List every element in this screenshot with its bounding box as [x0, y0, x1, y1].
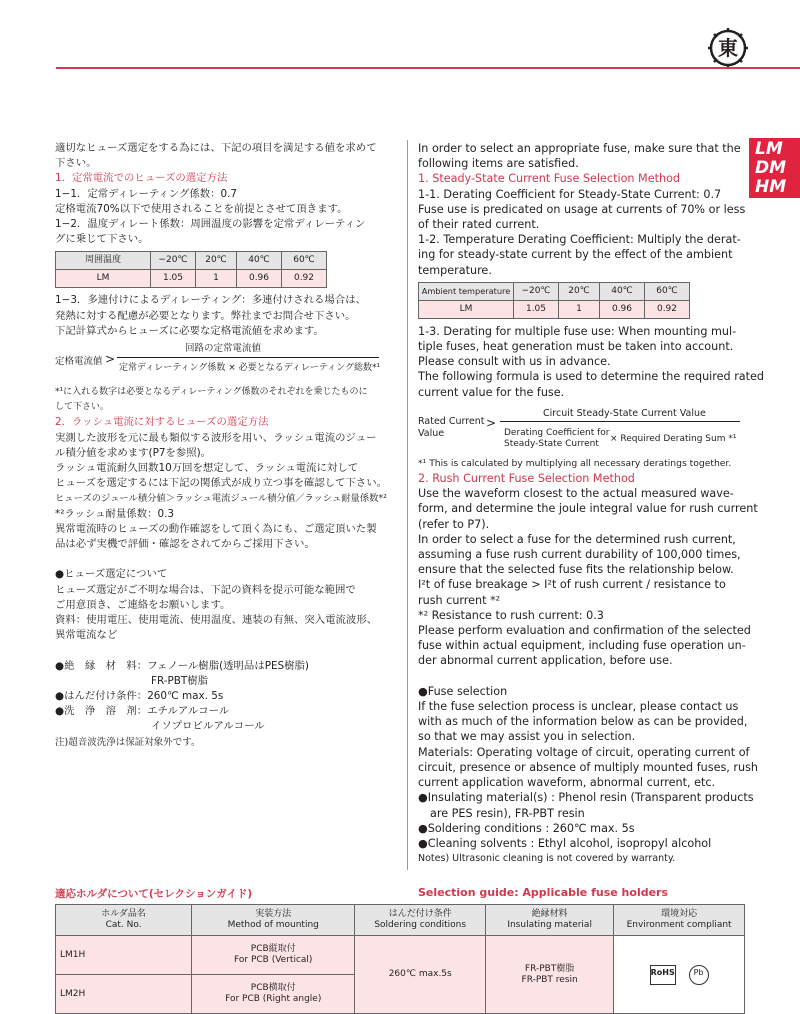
product-series-badge: [749, 138, 800, 198]
holder-header-environment: 環境対応 Environment compliant: [614, 905, 745, 936]
en-fs-line: circuit, presence or absence of multiply mounted fuses, rush: [418, 760, 759, 774]
table-header: −20℃: [151, 252, 196, 270]
jp-note1: *¹に入れる数字は必要となるディレーティング係数のそれぞれを乗じたものに: [55, 387, 368, 398]
en-s1-2: temperature.: [418, 263, 492, 277]
en-s1-1: 1-1. Derating Coefficient for Steady-State Current: 0.7: [418, 187, 722, 201]
en-fs-line: so that we may assist you in selection.: [418, 730, 636, 744]
fuse-holder-table: [55, 904, 745, 1014]
table-cell: 1: [559, 300, 600, 318]
table-cell: 0.92: [282, 270, 327, 288]
jp-fs-line: 異常電流など: [55, 629, 118, 642]
en-selection-guide-title: Selection guide: Applicable fuse holders: [418, 886, 669, 899]
table-header: Ambient temperature: [419, 282, 514, 300]
en-s1-2: 1-2. Temperature Derating Coefficient: Multiply the derat-: [418, 233, 741, 247]
en-material-line: ●Cleaning solvents : Ethyl alcohol, isopropyl alcohol: [418, 836, 712, 850]
jp-s2-line: 異常電流時のヒューズの動作確認をして頂く為にも、ご選定頂いた製: [55, 522, 377, 535]
formula-greater-than: >: [486, 415, 497, 430]
en-s2-line: I²t of fuse breakage > I²t of rush current / resistance to: [418, 578, 726, 592]
table-header: 40℃: [600, 282, 645, 300]
jp-fuse-selection-title: ●ヒューズ選定について: [55, 568, 168, 581]
holder-mount-vertical: PCB縦取付 For PCB (Vertical): [192, 936, 355, 975]
table-header: −20℃: [514, 282, 559, 300]
jp-material-note: 注)超音波洗浄は保証対象外です。: [55, 736, 201, 748]
table-cell: 0.96: [237, 270, 282, 288]
formula-numerator: Circuit Steady-State Current Value: [543, 407, 706, 419]
jp-s2-line: 品は必ず実機で評価・確認をされてからご採用下さい。: [55, 538, 315, 551]
en-s1-3: The following formula is used to determine the required rated: [418, 370, 765, 384]
en-fs-line: with as much of the information below as can be provided,: [418, 715, 748, 729]
table-cell: 1: [196, 270, 237, 288]
en-fs-line: Materials: Operating voltage of circuit, operating current of: [418, 745, 750, 759]
en-s2-line: rush current *²: [418, 593, 501, 607]
formula-lhs: 定格電流値: [55, 356, 103, 368]
en-s1-3: 1-3. Derating for multiple fuse use: When mounting mul-: [418, 324, 737, 338]
jp-material-line: FR-PBT樹脂: [151, 674, 209, 687]
table-cell: 0.96: [600, 300, 645, 318]
en-s2-line: Use the waveform closest to the actual measured wave-: [418, 487, 734, 501]
jp-s1-1: 1−1．定常ディレーティング係数：0.7: [55, 187, 238, 200]
jp-s1-3: 1−3．多連付けによるディレーティング：多連付けされる場合は、: [55, 294, 366, 307]
company-logo: [708, 28, 748, 68]
en-material-note: Notes) Ultrasonic cleaning is not covered by warranty.: [418, 853, 676, 865]
table-cell: 0.92: [645, 300, 690, 318]
jp-intro-line: 適切なヒューズ選定をする為には、下記の項目を満足する値を求めて: [55, 142, 377, 154]
formula-lhs: Rated Current: [418, 415, 485, 427]
en-material-line: ●Insulating material(s) : Phenol resin (Transparent products: [418, 791, 754, 805]
holder-cat-lm2h: LM2H: [56, 975, 192, 1014]
jp-fs-line: 資料：使用電圧、使用電流、使用温度、連装の有無、突入電流波形、: [55, 614, 378, 627]
formula-denominator: Derating Coefficient for: [504, 427, 610, 438]
en-note1: *¹ This is calculated by multiplying all necessary deratings together.: [418, 457, 732, 469]
jp-s2-line: ラッシュ電流耐久回数10万回を想定して、ラッシュ電流に対して: [55, 462, 359, 475]
lead-free-icon: Pb: [689, 965, 709, 985]
holder-environment: [614, 936, 745, 1014]
en-s2-line: ensure that the selected fuse fits the relationship below.: [418, 563, 734, 577]
en-s2-line: fuse within actual equipment, including fuse operation un-: [418, 639, 746, 653]
jp-section2-title: 2．ラッシュ電流に対するヒューズの選定方法: [55, 416, 269, 429]
english-column: [418, 141, 765, 866]
table-header: 60℃: [645, 282, 690, 300]
series-lm: LM: [755, 139, 783, 159]
logo-kanji: 東: [718, 36, 738, 60]
series-hm: HM: [755, 177, 787, 197]
table-cell: LM: [419, 300, 514, 318]
rohs-icon: RoHS: [650, 965, 676, 985]
jp-material-line: ●はんだ付け条件：260℃ max. 5s: [55, 690, 224, 703]
en-s2-line: (refer to P7).: [418, 517, 490, 531]
holder-mount-right-angle: PCB横取付 For PCB (Right angle): [192, 975, 355, 1014]
table-cell: LM: [56, 270, 151, 288]
jp-s2-line: ヒューズを選定するには下記の関係式が成り立つ事を確認して下さい。: [55, 477, 387, 490]
holder-header-solder: はんだ付け条件 Soldering conditions: [355, 905, 486, 936]
holder-cat-lm1h: LM1H: [56, 936, 192, 975]
en-s1-1b: of their rated current.: [418, 218, 540, 232]
en-intro-line: In order to select an appropriate fuse, make sure that the: [418, 142, 741, 155]
jp-intro-line: 下さい。: [55, 157, 97, 170]
en-rated-current-formula: [418, 402, 748, 452]
en-material-line: are PES resin), FR-PBT resin: [430, 806, 585, 820]
jp-s1-1b: 定格電流70%以下で使用されることを前提とさせて頂きます。: [55, 202, 348, 215]
table-cell: 1.05: [514, 300, 559, 318]
en-s2-line: assuming a fuse rush current durability of 100,000 times,: [418, 548, 741, 562]
en-intro-line: following items are satisfied.: [418, 157, 579, 171]
jp-s1-3: 下記計算式からヒューズに必要な定格電流値を求めます。: [55, 324, 324, 337]
jp-material-line: イソプロピルアルコール: [151, 720, 265, 733]
jp-s2-line: ル積分値を求めます(P7を参照)。: [55, 446, 212, 459]
en-s1-1b: Fuse use is predicated on usage at currents of 70% or less: [418, 202, 746, 216]
holder-insulation: FR-PBT樹脂 FR-PBT resin: [486, 936, 614, 1014]
en-section1-title: 1. Steady-State Current Fuse Selection Method: [418, 172, 681, 186]
jp-note1: して下さい。: [55, 402, 110, 413]
jp-fs-line: ご用意頂き、ご連絡をお願いします。: [55, 598, 231, 611]
jp-fs-line: ヒューズ選定がご不明な場合は、下記の資料を提示可能な範囲で: [55, 583, 356, 596]
jp-s1-2: 1−2．温度ディレート係数：周囲温度の影響を定常ディレーティン: [55, 218, 366, 231]
jp-s2-line: 実測した波形を元に最も類似する波形を用い、ラッシュ電流のジュー: [55, 431, 377, 444]
en-s2-line: *² Resistance to rush current: 0.3: [418, 608, 604, 622]
en-s1-3: tiple fuses, heat generation must be taken into account.: [418, 340, 734, 354]
series-dm: DM: [755, 158, 787, 178]
table-cell: 1.05: [151, 270, 196, 288]
formula-denominator: Steady-State Current: [504, 438, 599, 449]
header-rule: [56, 67, 800, 69]
column-divider: [407, 140, 408, 870]
table-header: 40℃: [237, 252, 282, 270]
en-s1-2: ing for steady-state current by the effect of the ambient: [418, 248, 733, 262]
holder-soldering: 260℃ max.5s: [355, 936, 486, 1014]
formula-denominator: × Required Derating Sum *¹: [610, 433, 737, 444]
holder-header-cat: ホルダ品名 Cat. No.: [56, 905, 192, 936]
formula-numerator: 回路の定常電流値: [185, 343, 262, 355]
jp-section1-title: 1．定常電流でのヒューズの選定方法: [55, 172, 228, 185]
en-fs-line: current application waveform, abnormal current, etc.: [418, 776, 716, 790]
jp-selection-guide-title: 適応ホルダについて(セレクションガイド): [55, 888, 253, 900]
en-fs-line: If the fuse selection process is unclear, please contact us: [418, 700, 739, 714]
jp-s2-line: ヒューズのジュール積分値＞ラッシュ電流ジュール積分値／ラッシュ耐量係数*²: [55, 493, 387, 505]
table-header: 周囲温度: [56, 252, 151, 270]
en-fuse-selection-title: ●Fuse selection: [418, 684, 508, 698]
en-s2-line: In order to select a fuse for the determined rush current,: [418, 532, 736, 546]
formula-denominator: 定常ディレーティング係数 × 必要となるディレーティング総数*¹: [119, 363, 381, 374]
en-s1-3: current value for the fuse.: [418, 385, 565, 399]
en-s2-line: Please perform evaluation and confirmation of the selected: [418, 624, 751, 638]
jp-temperature-table: [55, 251, 327, 288]
en-s2-line: der abnormal current application, before use.: [418, 654, 673, 668]
japanese-column: [55, 141, 400, 750]
formula-fraction-bar: [117, 357, 379, 358]
jp-material-line: ●絶 縁 材 料：フェノール樹脂(透明品はPES樹脂): [55, 659, 309, 672]
table-header: 20℃: [196, 252, 237, 270]
formula-lhs: Value: [418, 427, 445, 439]
jp-s2-line: *²ラッシュ耐量係数：0.3: [55, 507, 174, 520]
jp-rated-current-formula: [55, 341, 400, 381]
formula-greater-than: >: [105, 352, 116, 367]
holder-header-insulation: 絶縁材料 Insulating material: [486, 905, 614, 936]
table-header: 60℃: [282, 252, 327, 270]
en-material-line: ●Soldering conditions : 260℃ max. 5s: [418, 821, 635, 835]
jp-s1-3: 発熱に対する配慮が必要となります。弊社までお問合せ下さい。: [55, 309, 356, 322]
formula-fraction-bar: [500, 421, 740, 422]
table-header: 20℃: [559, 282, 600, 300]
jp-s1-2: グに乗じて下さい。: [55, 233, 149, 246]
en-section2-title: 2. Rush Current Fuse Selection Method: [418, 472, 635, 486]
en-s2-line: form, and determine the joule integral value for rush current: [418, 502, 758, 516]
en-s1-3: Please consult with us in advance.: [418, 355, 611, 369]
jp-material-line: ●洗 浄 溶 剤：エチルアルコール: [55, 705, 230, 718]
en-temperature-table: [418, 282, 690, 319]
holder-header-mount: 実装方法 Method of mounting: [192, 905, 355, 936]
